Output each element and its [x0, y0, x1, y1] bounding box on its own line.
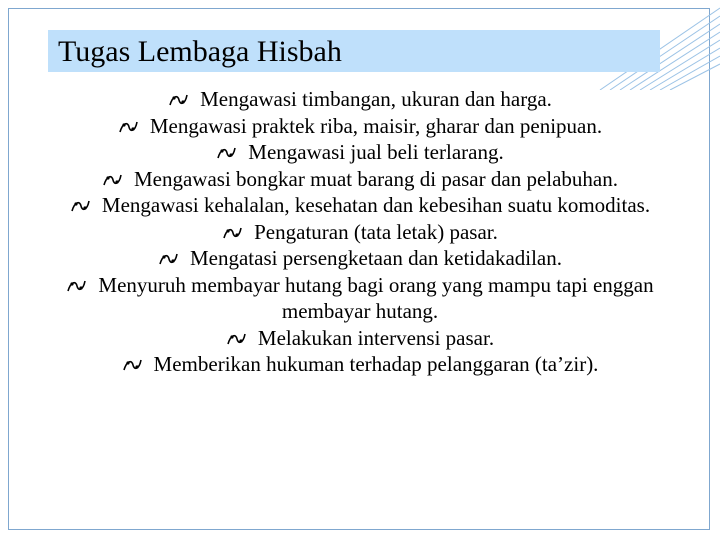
- fleuron-bullet-icon: [122, 358, 142, 372]
- fleuron-bullet-icon: [222, 226, 242, 240]
- fleuron-bullet-icon: [226, 332, 246, 346]
- list-item-text: Pengaturan (tata letak) pasar.: [254, 219, 498, 244]
- list-item-text: Mengawasi bongkar muat barang di pasar dan pelabuhan.: [133, 166, 618, 191]
- list-item: [30, 219, 690, 246]
- fleuron-bullet-icon: [168, 93, 188, 107]
- fleuron-bullet-icon: [70, 199, 90, 213]
- fleuron-bullet-icon: [216, 146, 236, 160]
- list-item-text: Mengawasi jual beli terlarang.: [248, 140, 504, 164]
- list-item-text: Melakukan intervensi pasar.: [257, 325, 495, 350]
- list-item-text: Mengawasi kehalalan, kesehatan dan kebesihan suatu komoditas.: [101, 193, 651, 217]
- list-item: [30, 166, 690, 193]
- fleuron-bullet-icon: [158, 252, 178, 266]
- list-item: [30, 245, 690, 272]
- list-item-text: Mengawasi timbangan, ukuran dan harga.: [200, 87, 552, 111]
- list-item: [30, 86, 690, 113]
- list-item-text: Mengawasi praktek riba, maisir, gharar dan penipuan.: [149, 113, 603, 138]
- list-item: [30, 139, 690, 166]
- list-item-text: Menyuruh membayar hutang bagi orang yang mampu tapi enggan membayar hutang.: [98, 272, 654, 323]
- list-item: [30, 351, 690, 378]
- slide-title: Tugas Lembaga Hisbah: [58, 35, 342, 68]
- list-item: [30, 192, 690, 219]
- list-item: [30, 325, 690, 352]
- bullet-list: [30, 86, 690, 378]
- list-item: [30, 272, 690, 325]
- list-item-text: Memberikan hukuman terhadap pelanggaran (ta’zir).: [153, 352, 599, 376]
- fleuron-bullet-icon: [66, 279, 86, 293]
- list-item: [30, 113, 690, 140]
- fleuron-bullet-icon: [102, 173, 122, 187]
- fleuron-bullet-icon: [118, 120, 138, 134]
- list-item-text: Mengatasi persengketaan dan ketidakadilan.: [189, 246, 563, 270]
